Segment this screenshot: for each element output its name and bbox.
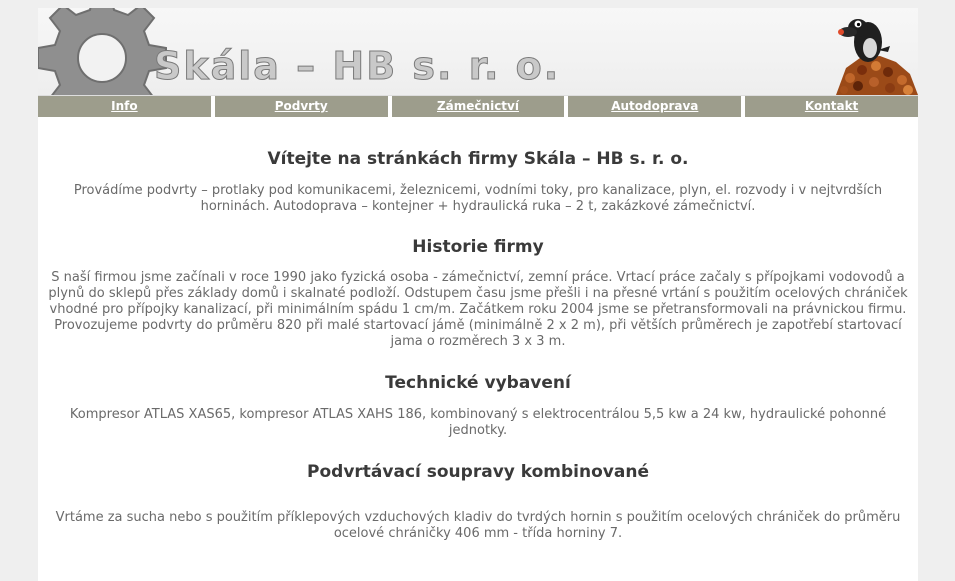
history-paragraph: S naší firmou jsme začínali v roce 1990 jako fyzická osoba - zámečnictví, zemní práce. Vrtací práce začaly s přípojkami vodovodů a plynů do sklepů přes základy domů i skalnaté podloží. Odstupem času jsme přešli i na přesné vrtání s použitím ocelových chrániček vhodné pro přípojky kanalizací, při minimálním spádu 1 cm/m. Začátkem roku 2004 jsme se přetransformovali na právnickou firmu. Provozujeme podvrty do průměru 820 při malé startovací jámě (minimálně 2 x 2 m), při větších průměrech je zapotřebí startovací jama o rozměrech 3 x 3 m. <box>48 270 908 349</box>
site-title: Skála – HB s. r. o. <box>154 44 561 88</box>
mole-mascot-icon <box>828 8 918 95</box>
nav-item-zamecnictvi[interactable]: Zámečnictví <box>392 96 569 117</box>
drilling-heading: Podvrtávací soupravy kombinované <box>307 462 649 482</box>
history-heading: Historie firmy <box>412 237 544 257</box>
main-content <box>38 117 918 542</box>
equipment-paragraph: Kompresor ATLAS XAS65, kompresor ATLAS XAHS 186, kombinovaný s elektrocentrálou 5,5 kw a 24 kw, hydraulické pohonné jednotky. <box>69 407 887 438</box>
nav-item-podvrty[interactable]: Podvrty <box>215 96 392 117</box>
site-header <box>38 8 918 96</box>
intro-heading: Vítejte na stránkách firmy Skála – HB s. r. o. <box>267 149 689 169</box>
main-nav <box>38 96 918 117</box>
equipment-heading: Technické vybavení <box>385 373 571 393</box>
nav-item-autodoprava[interactable]: Autodoprava <box>568 96 745 117</box>
nav-item-kontakt[interactable]: Kontakt <box>745 96 918 117</box>
intro-paragraph: Provádíme podvrty – protlaky pod komunikacemi, železnicemi, vodními toky, pro kanalizace, plyn, el. rozvody i v nejtvrdších horninách. Autodoprava – kontejner + hydraulická ruka – 2 t, zakázkové zámečnictví. <box>73 183 883 214</box>
drilling-paragraph: Vrtáme za sucha nebo s použitím příklepových vzduchových kladiv do tvrdých hornin s použitím ocelových chrániček do průměru ocelové chráničky 406 mm - třída horniny 7. <box>55 510 901 541</box>
page <box>38 8 918 581</box>
nav-item-info[interactable]: Info <box>38 96 215 117</box>
